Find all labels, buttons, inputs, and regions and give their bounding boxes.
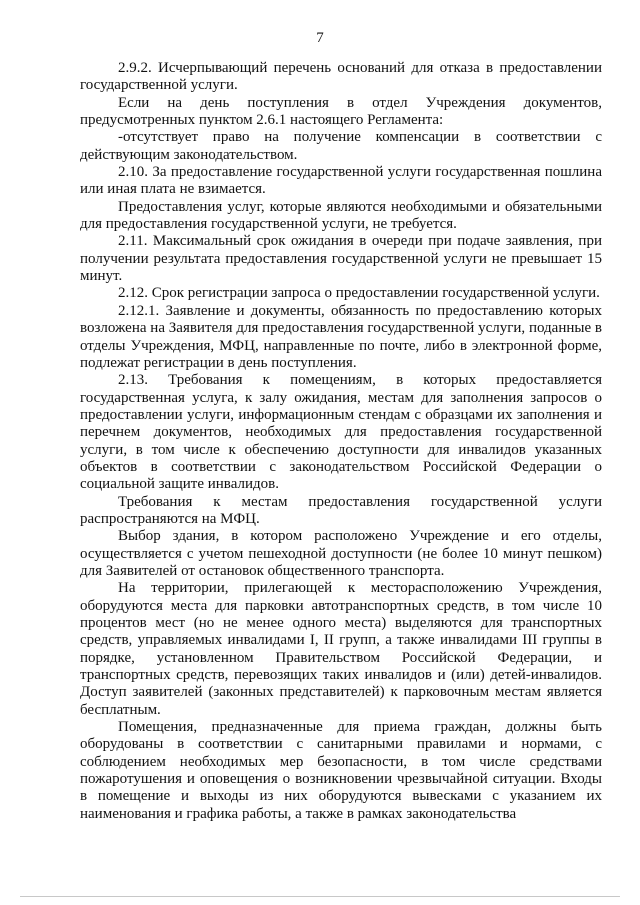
paragraph-building-choice: Выбор здания, в котором расположено Учреждение и его отделы, осуществляется с учетом пешеходной доступности (не более 10 минут пешком) для Заявителей от остановок общественного транспорта. — [80, 528, 602, 579]
document-body — [80, 60, 602, 823]
paragraph-2-13: 2.13. Требования к помещениям, в которых предоставляется государственная услуга, к залу ожидания, местам для заполнения запросов о предоставлении услуги, информационным стендам с образцами их заполнения и перечнем документов, необходимых для предоставления государственной услуги, в том числе к обеспечению доступности для инвалидов указанных объектов в соответствии с законодательством Российской Федерации о социальной защите инвалидов. — [80, 372, 602, 493]
paragraph-necessary-services: Предоставления услуг, которые являются необходимыми и обязательными для предоставления государственной услуги, не требуется. — [80, 198, 602, 233]
paragraph-refusal-condition: Если на день поступления в отдел Учреждения документов, предусмотренных пунктом 2.6.1 настоящего Регламента: — [80, 94, 602, 129]
paragraph-2-12-1: 2.12.1. Заявление и документы, обязанность по предоставлению которых возложена на Заявителя для предоставления государственной услуги, поданные в отделы Учреждения, МФЦ, направленные по почте, либо в электронной форме, подлежат регистрации в день поступления. — [80, 302, 602, 371]
page-number: 7 — [316, 30, 324, 46]
paragraph-parking: На территории, прилегающей к месторасположению Учреждения, оборудуются места для парковки автотранспортных средств, в том числе 10 процентов мест (но не менее одного места) выделяются для транспортных средств, управляемых инвалидами I, II групп, а также инвалидами III группы в порядке, установленном Правительством Российской Федерации, и транспортных средств, перевозящих таких инвалидов и (или) детей-инвалидов. Доступ заявителей (законных представителей) к парковочным местам является бесплатным. — [80, 580, 602, 718]
paragraph-2-11: 2.11. Максимальный срок ожидания в очереди при подаче заявления, при получении результата предоставления государственной услуги не превышает 15 минут. — [80, 233, 602, 285]
paragraph-2-9-2: 2.9.2. Исчерпывающий перечень оснований для отказа в предоставлении государственной услуги. — [80, 60, 602, 94]
paragraph-premises: Помещения, предназначенные для приема граждан, должны быть оборудованы в соответствии с санитарными правилами и нормами, с соблюдением необходимых мер безопасности, в том числе средствами пожаротушения и оповещения о возникновении чрезвычайной ситуации. Входы в помещение и выходы из них оборудуются вывесками с указанием их наименования и графика работы, а также в рамках законодательства — [80, 719, 602, 822]
paragraph-2-10: 2.10. За предоставление государственной услуги государственная пошлина или иная плата не взимается. — [80, 164, 602, 198]
page-bottom-edge — [20, 896, 620, 897]
paragraph-mfc-requirements: Требования к местам предоставления государственной услуги распространяются на МФЦ. — [80, 493, 602, 527]
paragraph-refusal-reason: -отсутствует право на получение компенсации в соответствии с действующим законодательством. — [80, 129, 602, 163]
paragraph-2-12: 2.12. Срок регистрации запроса о предоставлении государственной услуги. — [118, 285, 600, 302]
